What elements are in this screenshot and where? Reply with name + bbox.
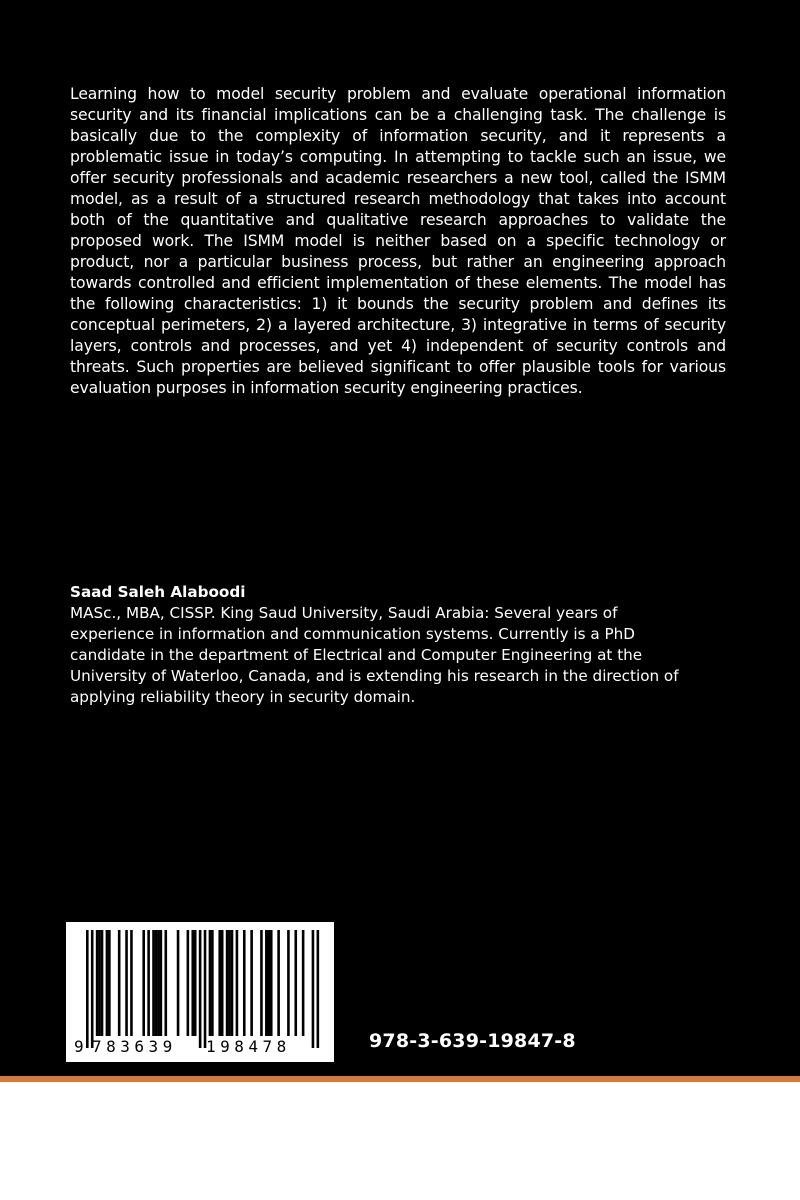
barcode-bar — [187, 930, 190, 1036]
barcode-bar — [231, 930, 234, 1036]
barcode-bar — [260, 930, 263, 1036]
author-bio: MASc., MBA, CISSP. King Saud University, Saudi Arabia: Several years of experience in information and communication systems. Currently is a PhD candidate in the department of Electrical and Computer Engineering at the University of Waterloo, Canada, and is extending his research in the direction of applying reliability theory in security domain. — [70, 604, 679, 706]
barcode-bar — [204, 930, 207, 1048]
barcode-bar — [277, 930, 280, 1036]
barcode-first-digit: 9 — [74, 1037, 84, 1056]
barcode-bar — [294, 930, 297, 1036]
barcode-bar — [86, 930, 89, 1048]
barcode-bar — [130, 930, 133, 1036]
barcode-bar — [118, 930, 121, 1036]
barcode-bar — [209, 930, 212, 1036]
barcode-bar — [101, 930, 104, 1036]
barcode-bar — [91, 930, 94, 1048]
barcode-bar — [108, 930, 111, 1036]
barcode-graphic — [66, 922, 334, 1062]
barcode-bar — [267, 930, 270, 1036]
barcode-bars — [86, 930, 319, 1048]
barcode-bar — [287, 930, 290, 1036]
blurb-text: Learning how to model security problem and evaluate operational information security and its financial implications can be a challenging task. The challenge is basically due to the complexity of information security, and it represents a problematic issue in today’s computing. In attempting to tackle such an issue, we offer security professionals and academic researchers a new tool, called the ISMM model, as a result of a structured research methodology that takes into account both of the quantitative and qualitative research approaches to validate the proposed work. The ISMM model is neither based on a specific technology or product, nor a particular business process, but rather an engineering approach towards controlled and efficient implementation of these elements. The model has the following characteristics: 1) it bounds the security problem and defines its conceptual perimeters, 2) a layered architecture, 3) integrative in terms of security layers, controls and processes, and yet 4) independent of security controls and threats. Such properties are believed significant to offer plausible tools for various evaluation purposes in information security engineering practices. — [70, 85, 726, 397]
barcode-right-digits: 198478 — [206, 1037, 291, 1056]
barcode-bar — [98, 930, 101, 1036]
barcode-bar — [142, 930, 145, 1036]
barcode-bar — [317, 930, 320, 1048]
barcode-bar — [125, 930, 128, 1036]
author-block — [70, 582, 690, 708]
barcode-bar — [155, 930, 158, 1036]
barcode-bar — [157, 930, 160, 1036]
barcode-bar — [160, 930, 163, 1036]
barcode-bar — [236, 930, 239, 1036]
barcode-bar — [177, 930, 180, 1036]
barcode-bar — [228, 930, 231, 1036]
barcode-bar — [265, 930, 268, 1036]
barcode-bar — [250, 930, 253, 1036]
barcode-bar — [226, 930, 229, 1036]
barcode-left-digits: 783639 — [92, 1037, 177, 1056]
barcode-bar — [270, 930, 273, 1036]
barcode-bar — [199, 930, 202, 1048]
barcode-bar — [211, 930, 214, 1036]
barcode — [66, 922, 334, 1062]
barcode-bar — [191, 930, 194, 1036]
isbn-number: 978-3-639-19847-8 — [369, 1030, 576, 1052]
accent-band — [0, 1076, 800, 1082]
barcode-bar — [147, 930, 150, 1036]
barcode-bar — [218, 930, 221, 1036]
author-name: Saad Saleh Alaboodi — [70, 583, 246, 601]
barcode-bar — [302, 930, 305, 1036]
barcode-bar — [106, 930, 109, 1036]
barcode-bar — [312, 930, 315, 1048]
barcode-bar — [221, 930, 224, 1036]
barcode-bar — [96, 930, 99, 1036]
barcode-bar — [194, 930, 197, 1036]
barcode-bar — [164, 930, 167, 1036]
barcode-bar — [152, 930, 155, 1036]
barcode-bar — [243, 930, 246, 1036]
